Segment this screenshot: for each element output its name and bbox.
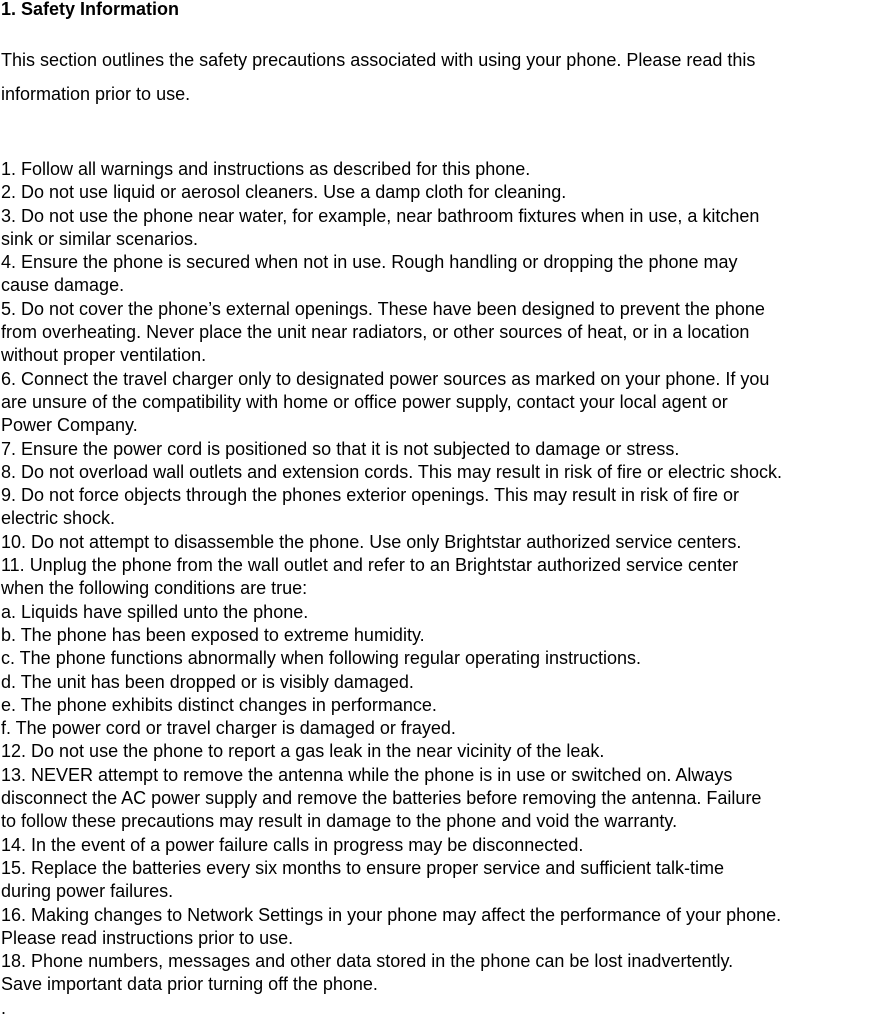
- safety-list-line: cause damage.: [1, 275, 125, 296]
- safety-list-line: c. The phone functions abnormally when following regular operating instructions.: [1, 648, 642, 669]
- safety-list-line: 13. NEVER attempt to remove the antenna while the phone is in use or switched on. Always: [1, 764, 733, 785]
- safety-list-line: 9. Do not force objects through the phones exterior openings. This may result in risk of fire or: [1, 485, 740, 506]
- safety-list-line: 5. Do not cover the phone’s external openings. These have been designed to prevent the phone: [1, 298, 765, 319]
- safety-list-line: d. The unit has been dropped or is visibly damaged.: [1, 671, 414, 692]
- safety-list-line: to follow these precautions may result in damage to the phone and void the warranty.: [1, 811, 678, 832]
- safety-list-line: sink or similar scenarios.: [1, 228, 199, 249]
- safety-list-line: without proper ventilation.: [1, 345, 207, 366]
- section-heading: 1. Safety Information: [1, 0, 180, 19]
- safety-list-line: when the following conditions are true:: [1, 578, 308, 599]
- safety-list-line: during power failures.: [1, 881, 174, 902]
- safety-list-line: from overheating. Never place the unit near radiators, or other sources of heat, or in a location: [1, 322, 750, 343]
- safety-list-line: are unsure of the compatibility with home or office power supply, contact your local agent or: [1, 391, 728, 412]
- safety-list-line: 18. Phone numbers, messages and other data stored in the phone can be lost inadvertently.: [1, 951, 734, 972]
- intro-paragraph: [1, 43, 755, 111]
- safety-list-line: 8. Do not overload wall outlets and extension cords. This may result in risk of fire or electric shock.: [1, 461, 783, 482]
- safety-list-line: f. The power cord or travel charger is damaged or frayed.: [1, 718, 456, 739]
- safety-list-line: Power Company.: [1, 415, 138, 436]
- safety-list-line: 7. Ensure the power cord is positioned so that it is not subjected to damage or stress.: [1, 438, 680, 459]
- safety-list-line: disconnect the AC power supply and remove the batteries before removing the antenna. Failure: [1, 788, 762, 809]
- safety-list-line: 15. Replace the batteries every six months to ensure proper service and sufficient talk-time: [1, 857, 725, 878]
- safety-list-line: 11. Unplug the phone from the wall outlet and refer to an Brightstar authorized service center: [1, 555, 739, 576]
- safety-list: [1, 158, 782, 1020]
- safety-list-line: b. The phone has been exposed to extreme humidity.: [1, 624, 425, 645]
- intro-line: This section outlines the safety precautions associated with using your phone. Please read this: [1, 50, 756, 70]
- safety-list-line: .: [1, 997, 7, 1018]
- safety-list-line: 3. Do not use the phone near water, for example, near bathroom fixtures when in use, a kitchen: [1, 205, 760, 226]
- safety-list-line: 2. Do not use liquid or aerosol cleaners. Use a damp cloth for cleaning.: [1, 182, 567, 203]
- safety-list-line: 16. Making changes to Network Settings in your phone may affect the performance of your phone.: [1, 904, 782, 925]
- safety-list-line: 12. Do not use the phone to report a gas leak in the near vicinity of the leak.: [1, 741, 605, 762]
- safety-list-line: electric shock.: [1, 508, 116, 529]
- safety-list-line: 14. In the event of a power failure calls in progress may be disconnected.: [1, 834, 584, 855]
- safety-list-line: 6. Connect the travel charger only to designated power sources as marked on your phone. If you: [1, 368, 770, 389]
- safety-list-line: 10. Do not attempt to disassemble the phone. Use only Brightstar authorized service centers.: [1, 531, 742, 552]
- safety-list-line: Save important data prior turning off the phone.: [1, 974, 378, 995]
- safety-list-line: 4. Ensure the phone is secured when not in use. Rough handling or dropping the phone may: [1, 252, 738, 273]
- intro-line: information prior to use.: [1, 84, 191, 104]
- safety-list-line: 1. Follow all warnings and instructions as described for this phone.: [1, 159, 531, 179]
- safety-list-line: e. The phone exhibits distinct changes in performance.: [1, 694, 437, 715]
- safety-list-line: a. Liquids have spilled unto the phone.: [1, 601, 309, 622]
- safety-list-line: Please read instructions prior to use.: [1, 927, 294, 948]
